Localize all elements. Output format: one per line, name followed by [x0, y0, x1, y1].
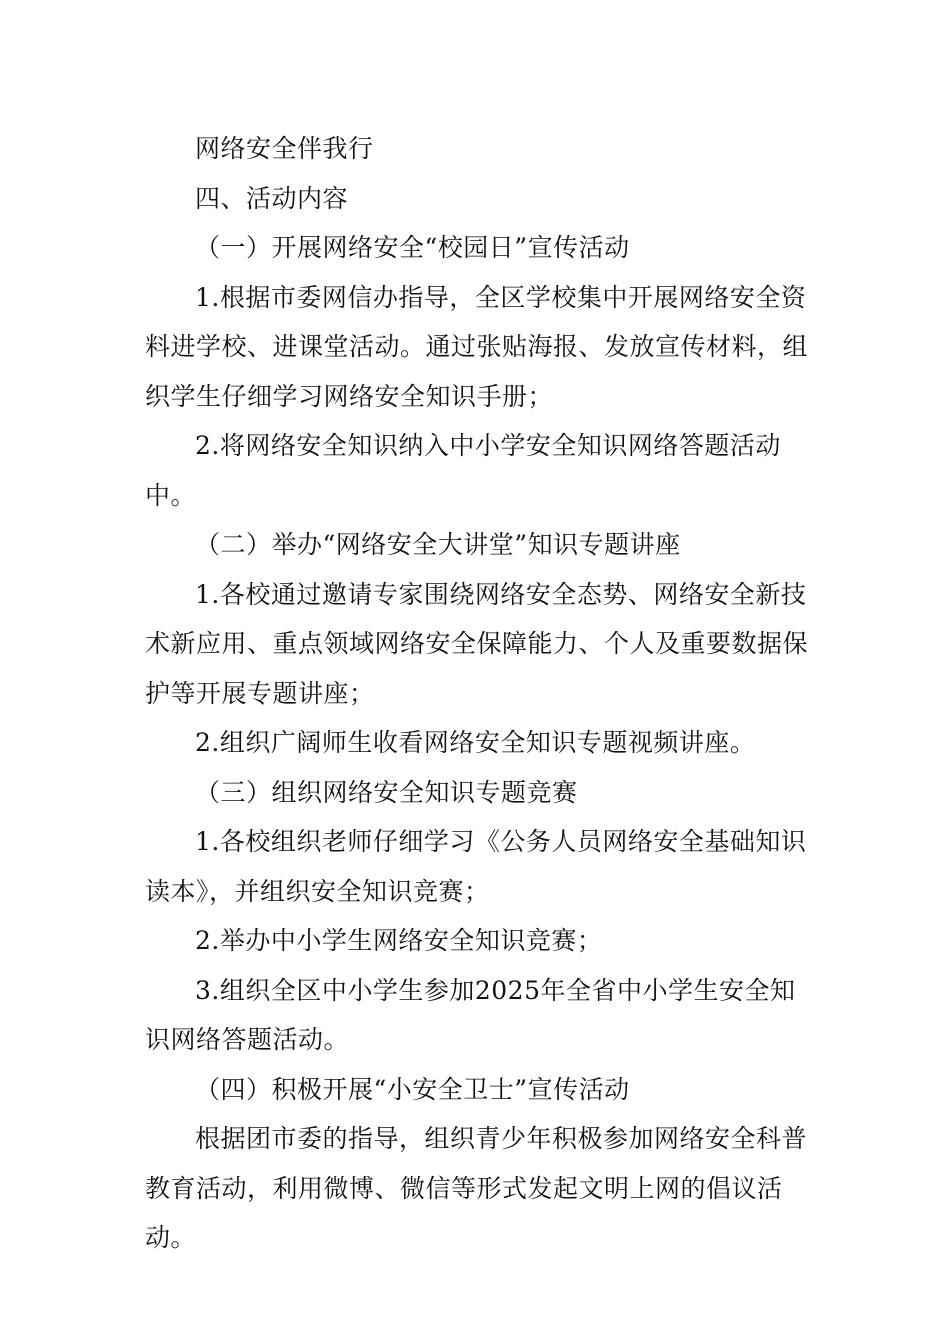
- paragraph: 2.举办中小学生网络安全知识竞赛；: [195, 926, 603, 955]
- subsection-heading-3: （三）组织网络安全知识专题竞赛: [195, 777, 578, 807]
- subsection-heading-1: （一）开展网络安全“校园日”宣传活动: [195, 233, 630, 262]
- paragraph: 1.各校组织老师仔细学习《公务人员网络安全基础知识读本》，并组织安全知识竞赛；: [145, 827, 807, 906]
- paragraph: 1.各校通过邀请专家围绕网络安全态势、网络安全新技术新应用、重点领域网络安全保障能力、个人及重要数据保护等开展专题讲座；: [145, 579, 809, 708]
- section-heading-activity-content: 四、活动内容: [195, 183, 349, 213]
- paragraph: 2.将网络安全知识纳入中小学安全知识网络答题活动中。: [145, 431, 781, 510]
- paragraph: 3.组织全区中小学生参加2025年全省中小学生安全知识网络答题活动。: [145, 975, 796, 1054]
- document-body: [145, 124, 810, 1263]
- subsection-heading-4: （四）积极开展“小安全卫士”宣传活动: [195, 1074, 630, 1104]
- paragraph: 2.组织广阔师生收看网络安全知识专题视频讲座。: [195, 728, 756, 757]
- paragraph: 根据团市委的指导，组织青少年积极参加网络安全科普教育活动，利用微博、微信等形式发起文明上网的倡议活动。: [145, 1124, 808, 1252]
- paragraph: 1.根据市委网信办指导，全区学校集中开展网络安全资料进学校、进课堂活动。通过张贴海报、发放宣传材料，组织学生仔细学习网络安全知识手册；: [145, 282, 809, 411]
- paragraph-title-line: 网络安全伴我行: [195, 134, 374, 163]
- subsection-heading-2: （二）举办“网络安全大讲堂”知识专题讲座: [195, 530, 681, 559]
